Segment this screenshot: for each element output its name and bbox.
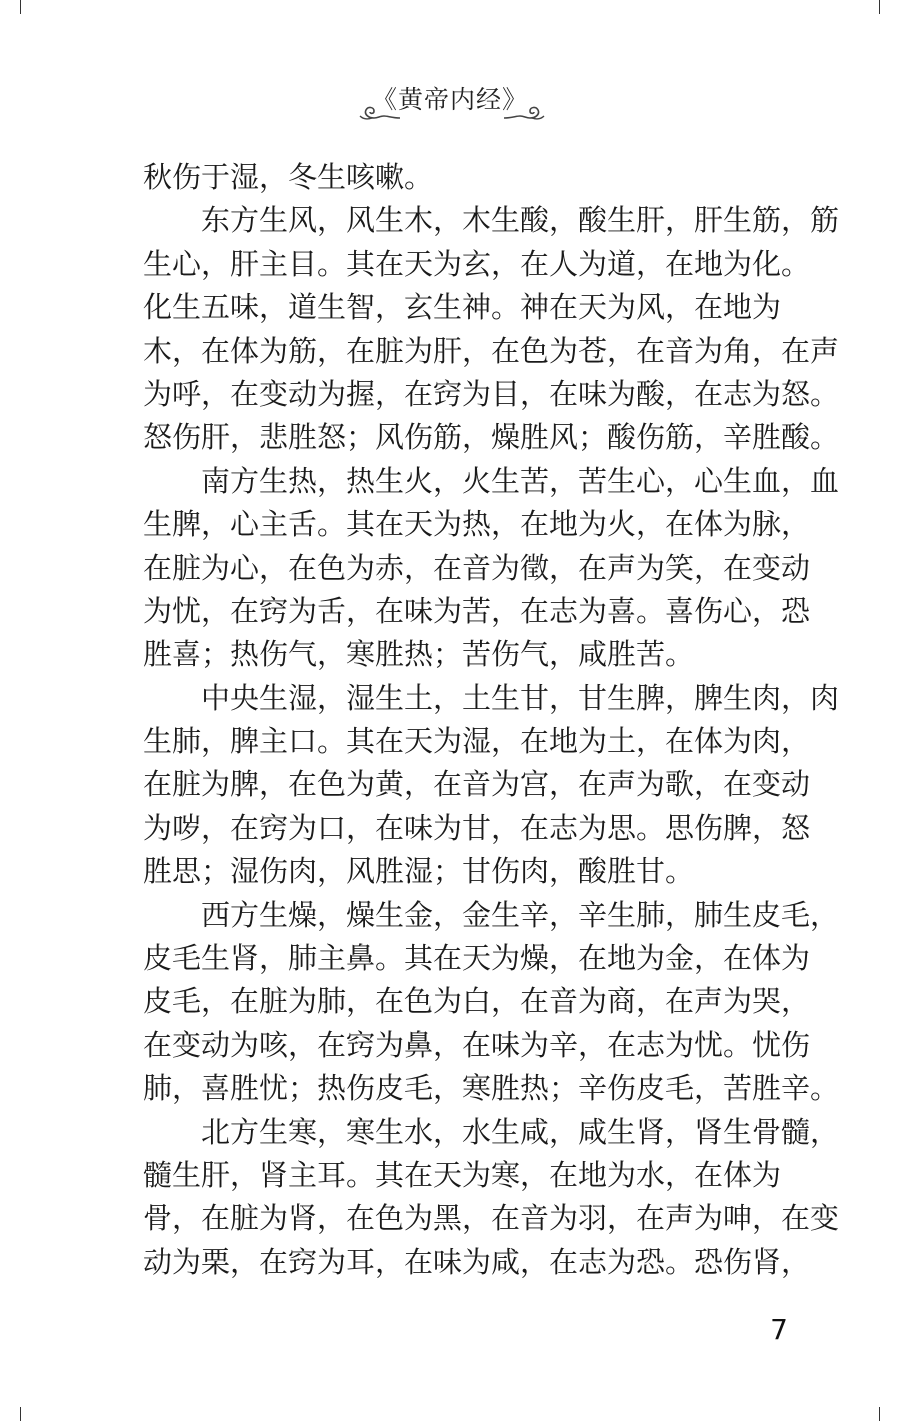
text-line: 为忧，在窍为舌，在味为苦，在志为喜。喜伤心，恐: [143, 593, 811, 628]
paragraph-start-line: 北方生寒，寒生水，水生咸，咸生肾，肾生骨髓，: [201, 1114, 840, 1149]
text-line: 皮毛，在脏为肺，在色为白，在音为商，在声为哭，: [143, 984, 811, 1019]
text-line: 动为栗，在窍为耳，在味为咸，在志为恐。恐伤肾，: [143, 1244, 811, 1279]
paragraph-start-line: 东方生风，风生木，木生酸，酸生肝，肝生筋，筋: [201, 203, 840, 238]
cloud-ornament-left-icon: [358, 104, 402, 124]
body-text: [143, 156, 840, 1284]
text-line: 髓生肝，肾主耳。其在天为寒，在地为水，在体为: [143, 1157, 782, 1192]
text-line: 秋伤于湿，冬生咳嗽。: [143, 160, 434, 194]
paragraph-start-line: 中央生湿，湿生土，土生甘，甘生脾，脾生肉，肉: [201, 680, 840, 715]
text-line: 胜喜；热伤气，寒胜热；苦伤气，咸胜苦。: [143, 637, 695, 672]
crop-mark-top-left: [20, 0, 21, 14]
page-number: 7: [770, 1313, 788, 1346]
text-line: 在变动为咳，在窍为鼻，在味为辛，在志为忧。忧伤: [143, 1027, 811, 1062]
text-line: 在脏为脾，在色为黄，在音为宫，在声为歌，在变动: [143, 767, 811, 802]
text-line: 为呼，在变动为握，在窍为目，在味为酸，在志为怒。: [143, 376, 840, 411]
running-header: [0, 82, 900, 142]
text-line: 在脏为心，在色为赤，在音为徵，在声为笑，在变动: [143, 550, 811, 585]
crop-mark-top-right: [879, 0, 880, 14]
text-line: 化生五味，道生智，玄生神。神在天为风，在地为: [143, 290, 782, 325]
book-title: 《黄帝内经》: [371, 85, 528, 114]
text-line: 怒伤肝，悲胜怒；风伤筋，燥胜风；酸伤筋，辛胜酸。: [143, 420, 840, 455]
text-line: 为哕，在窍为口，在味为甘，在志为思。思伤脾，怒: [143, 810, 811, 845]
text-line: 骨，在脏为肾，在色为黑，在音为羽，在声为呻，在变: [143, 1201, 840, 1236]
text-line: 肺，喜胜忧；热伤皮毛，寒胜热；辛伤皮毛，苦胜辛。: [143, 1071, 840, 1106]
paragraph-start-line: 西方生燥，燥生金，金生辛，辛生肺，肺生皮毛，: [201, 897, 840, 932]
text-line: 生肺，脾主口。其在天为湿，在地为土，在体为肉，: [143, 724, 811, 759]
cloud-ornament-right-icon: [502, 104, 546, 124]
text-line: 生脾，心主舌。其在天为热，在地为火，在体为脉，: [143, 507, 811, 542]
text-line: 皮毛生肾，肺主鼻。其在天为燥，在地为金，在体为: [143, 941, 811, 976]
text-line: 木，在体为筋，在脏为肝，在色为苍，在音为角，在声: [143, 333, 840, 368]
paragraph-start-line: 南方生热，热生火，火生苦，苦生心，心生血，血: [201, 463, 840, 498]
text-line: 生心，肝主目。其在天为玄，在人为道，在地为化。: [143, 246, 811, 281]
crop-mark-bottom-right: [879, 1407, 880, 1421]
text-line: 胜思；湿伤肉，风胜湿；甘伤肉，酸胜甘。: [143, 854, 695, 889]
crop-mark-bottom-left: [20, 1407, 21, 1421]
